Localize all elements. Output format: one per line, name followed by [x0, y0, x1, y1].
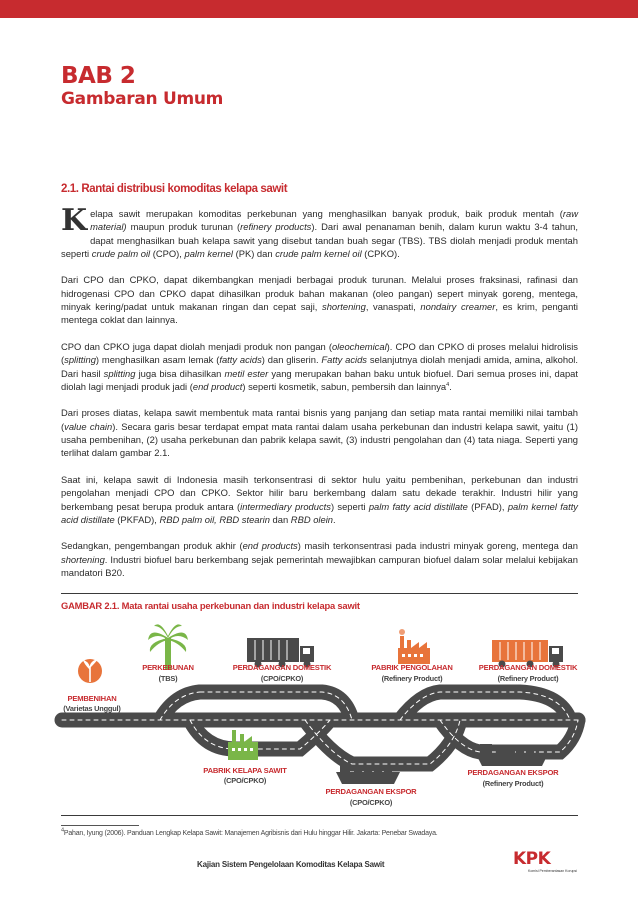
- text-run: ). Secara garis besar terdapat empat mata rantai dalam usaha perkebunan dan industri kelapa sawit, yaitu (1) usaha pembenihan, (2) usaha perkebunan dan pabrik kelapa sawit, (3) industri pengolahan dan (4) tata niaga. Seperti yang terlihat dalam gambar 2.1.: [61, 420, 578, 459]
- section-heading: 2.1. Rantai distribusi komoditas kelapa sawit: [61, 183, 288, 195]
- footnote-marker: 4: [61, 827, 64, 834]
- text-run: .: [333, 513, 336, 525]
- text-run: (PKFAD),: [114, 513, 160, 525]
- text-run: ) dan gliserin.: [261, 354, 322, 366]
- kpk-logo-subtitle: Komisi Pemberantasan Korupsi: [528, 869, 578, 873]
- top-accent-bar: [0, 0, 638, 18]
- text-run: Dari proses diatas, kelapa sawit membentuk mata rantai bisnis yang panjang dan setiap mata rantai memiliki nilai tambah (: [61, 407, 578, 432]
- node-perkebunan-sub: (TBS): [158, 674, 178, 683]
- node-dagang-domestik-2-label: PERDAGANGAN DOMESTIK: [478, 663, 578, 672]
- chapter-title: Gambaran Umum: [61, 89, 224, 109]
- text-run: ) seperti kosmetik, sabun, pembersih dan lainnya: [242, 380, 447, 392]
- text-run-italic: palm fatty acid distillate: [368, 500, 468, 512]
- text-run-italic: metil ester: [224, 367, 269, 379]
- text-run-italic: palm kernel fatty acid distillate: [61, 500, 578, 525]
- paragraph-2: [61, 273, 578, 326]
- text-run-italic: RBD olein: [290, 513, 334, 525]
- text-run-italic: crude palm oil: [91, 247, 151, 259]
- paragraph-5: [61, 473, 578, 526]
- text-run-italic: crude palm kernel oil: [275, 247, 362, 259]
- node-pembenihan-label: PEMBENIHAN: [67, 694, 117, 703]
- text-run: ) seperti: [330, 500, 369, 512]
- body-text: [61, 203, 578, 593]
- text-run-italic: Fatty acids: [321, 354, 367, 366]
- text-run-italic: end product: [192, 380, 243, 392]
- node-dagang-ekspor-2-label: PERDAGANGAN EKSPOR: [467, 768, 559, 777]
- text-run: dan: [269, 513, 291, 525]
- node-dagang-ekspor-1-label: PERDAGANGAN EKSPOR: [325, 787, 417, 796]
- text-run: Saat ini, kelapa sawit di Indonesia masih terkonsentrasi di sektor hulu yaitu pembenihan, perkebunan dan industri pengolahan menjadi CPO dan CPKO. Sektor hilir baru berkembang dalam satu dekade terakhir. Industri hilir yang berkembang pesat berupa produk antara (: [61, 473, 578, 512]
- text-run: selanjutnya diolah menjadi amida, amina, alkohol. Dari hasil: [61, 354, 578, 379]
- text-run: Dari CPO dan CPKO, dapat dikembangkan menjadi berbagai produk turunan. Melalui proses fraksinasi, rafinasi dan hidrogenasi CPO dan CPKO dapat dihasilkan produk bahan makanan (oleo pangan) sepert minyak goreng, mentega, minyak kering/padat untuk makanan ringan dan cepat saji,: [61, 274, 578, 313]
- text-run: ). CPO dan CPKO di proses melalui hidrolisis (: [61, 340, 578, 366]
- text-run: elapa sawit merupakan komoditas perkebunan yang menghasilkan banyak produk, baik produk mentah (: [90, 208, 563, 219]
- cargo-ship-icon: [336, 764, 400, 784]
- text-run-italic: end products: [242, 540, 298, 552]
- value-chain-diagram: [0, 614, 638, 814]
- paragraph-1: [61, 203, 578, 260]
- node-pabrik-kelapa-sawit-sub: (CPO/CPKO): [223, 776, 267, 785]
- text-run: CPO dan CPKO juga dapat diolah menjadi produk non pangan (: [61, 340, 332, 352]
- text-run: Sedangkan, pengembangan produk akhir (: [61, 540, 243, 552]
- node-dagang-domestik-2-sub: (Refinery Product): [497, 674, 559, 683]
- footnote: [61, 827, 438, 837]
- text-run-italic: raw material): [90, 208, 578, 233]
- kpk-logo: [513, 849, 583, 879]
- text-run: (CPKO).: [361, 247, 400, 259]
- figure-bottom-rule: [61, 815, 578, 816]
- text-run-italic: palm kernel: [184, 247, 233, 259]
- figure-top-rule: [61, 593, 578, 594]
- text-run-italic: splitting: [103, 367, 136, 379]
- footnote-text: Pahan, Iyung (2006). Panduan Lengkap Kelapa Sawit: Manajemen Agribisnis dari Hulu hinggar Hilir. Jakarta: Penebar Swadaya.: [63, 830, 438, 837]
- refinery-icon: [398, 629, 430, 664]
- text-run: . Industri biofuel baru berkembang sejak pemerintah mewajibkan campuran biofuel dalam solar melalui kebijakan mandatori B20.: [61, 553, 578, 579]
- text-run: ). Dari awal penanaman benih, dalam kurun waktu 3-4 tahun, dapat menghasilkan buah kelapa sawit yang disebut tandan buah segar (TBS). TBS diolah menjadi produk mentah seperti: [61, 221, 578, 259]
- node-pabrik-kelapa-sawit-label: PABRIK KELAPA SAWIT: [203, 766, 287, 775]
- text-run: yang merupakan bahan baku untuk biofuel. Dari semua proses ini, dapat diolah lagi menjadi produk jadi (: [61, 367, 578, 392]
- footnote-rule: [61, 825, 139, 826]
- text-run: .: [449, 380, 452, 392]
- node-dagang-domestik-1-label: PERDAGANGAN DOMESTIK: [232, 663, 332, 672]
- text-run-italic: shortening: [322, 301, 366, 313]
- kpk-logo-text: KPK: [513, 849, 551, 869]
- paragraph-6: [61, 539, 578, 579]
- drop-cap: K: [61, 203, 88, 238]
- text-run: juga bisa dihasilkan: [135, 367, 225, 379]
- figure-caption: GAMBAR 2.1. Mata rantai usaha perkebunan dan industri kelapa sawit: [61, 600, 360, 611]
- chapter-number: BAB 2: [61, 63, 136, 89]
- mill-icon: [228, 730, 258, 760]
- text-run-italic: nondairy creamer: [420, 301, 496, 313]
- text-run-italic: value chain: [64, 420, 113, 432]
- footer-title: Kajian Sistem Pengelolaan Komoditas Kelapa Sawit: [197, 860, 385, 869]
- node-pabrik-pengolahan-sub: (Refinery Product): [381, 674, 443, 683]
- node-pabrik-pengolahan-label: PABRIK PENGOLAHAN: [371, 663, 453, 672]
- text-run: ) masih terkonsentrasi pada industri minyak goreng, mentega dan: [297, 540, 578, 552]
- seedling-icon: [78, 659, 102, 683]
- node-dagang-domestik-1-sub: (CPO/CPKO): [260, 674, 304, 683]
- paragraph-3: [61, 340, 578, 393]
- paragraph-4: [61, 406, 578, 459]
- text-run-italic: intermediary products: [240, 500, 331, 512]
- text-run: (CPO),: [150, 247, 185, 259]
- footnote-ref[interactable]: 4: [446, 381, 450, 388]
- text-run: , vanaspati,: [365, 301, 421, 313]
- text-run: , es krim, penganti mentega coklat dan lainnya.: [61, 301, 578, 326]
- node-pembenihan-sub: (Varietas Unggul): [63, 704, 121, 713]
- text-run-italic: RBD palm oil, RBD stearin: [159, 513, 270, 525]
- node-dagang-ekspor-1-sub: (CPO/CPKO): [349, 798, 393, 807]
- text-run-italic: fatty acids: [219, 354, 262, 366]
- text-run: ) menghasilkan asam lemak (: [95, 354, 220, 366]
- text-run-italic: refinery products: [240, 221, 312, 233]
- text-run-italic: splitting: [64, 354, 96, 366]
- text-run: (PFAD),: [467, 500, 508, 512]
- text-run-italic: shortening: [61, 553, 105, 565]
- text-run: (PK) dan: [232, 247, 276, 259]
- node-perkebunan-label: PERKEBUNAN: [142, 663, 194, 672]
- node-dagang-ekspor-2-sub: (Refinery Product): [482, 779, 544, 788]
- text-run-italic: oleochemical: [331, 340, 387, 352]
- text-run: maupun produk turunan (: [126, 221, 241, 233]
